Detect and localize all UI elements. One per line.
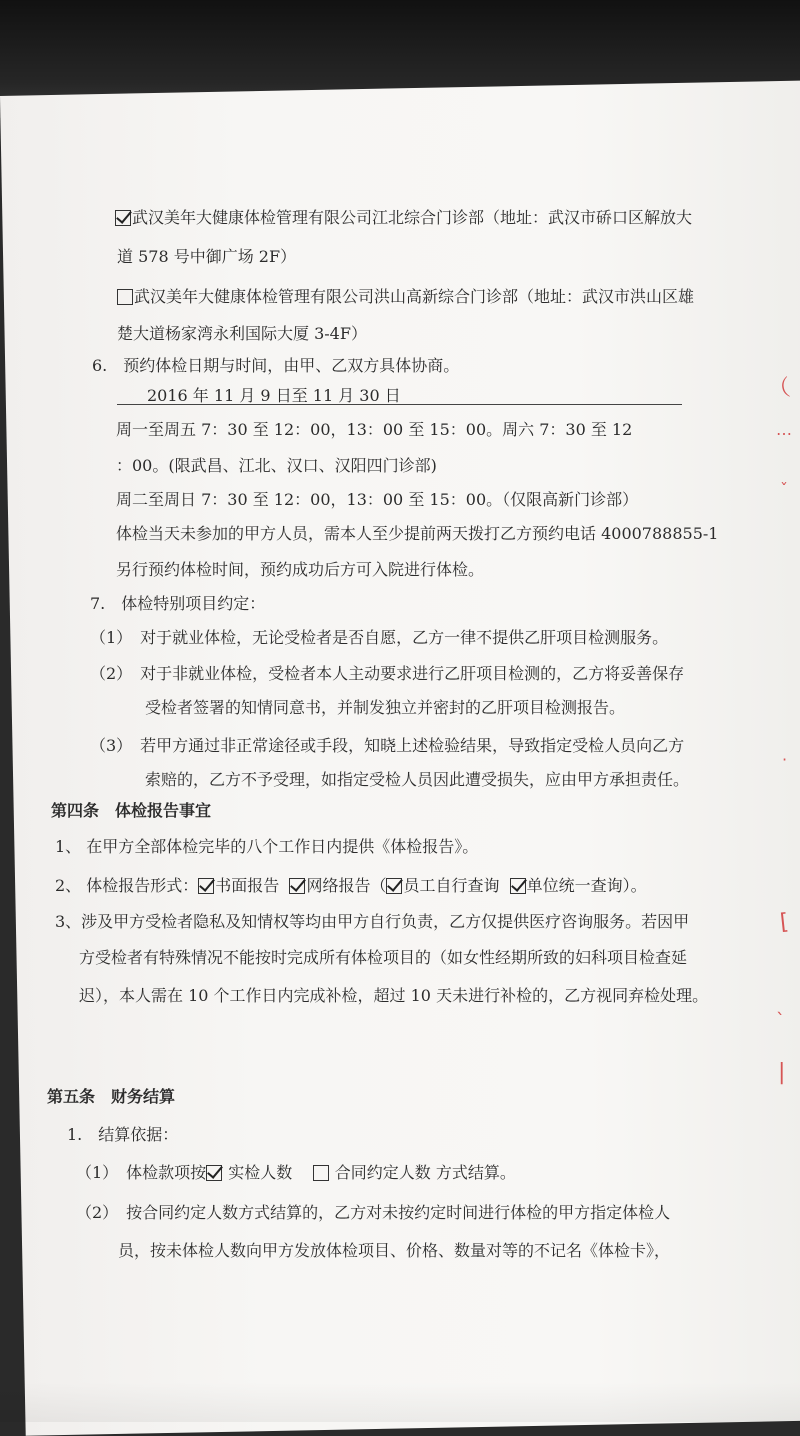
absent-notice-1: 体检当天未参加的甲方人员，需本人至少提前两天拨打乙方预约电话 4000788855-1 [116,524,719,543]
article-4-title: 第四条 体检报告事宜 [51,801,212,820]
article-4-item-3b: 方受检者有特殊情况不能按时完成所有体检项目的（如女性经期所致的妇科项目检查延 [79,948,688,967]
item-7: 7. 体检特别项目约定： [90,594,266,613]
underline-rule [117,404,682,405]
checkbox-checked-icon [510,878,526,894]
checkbox-checked-icon [115,210,131,226]
red-seal-mark: [ [778,909,790,936]
red-seal-mark: ˋ [776,1010,785,1031]
article-5-item-1-1: （1） 体检款项按 实检人数 合同约定人数 方式结算。 [76,1163,516,1182]
item-7-2b: 受检者签署的知情同意书，并制发独立并密封的乙肝项目检测报告。 [145,698,626,717]
absent-notice-2: 另行预约体检时间，预约成功后方可入院进行体检。 [116,560,485,579]
article-4-item-3a: 3、涉及甲方受检者隐私及知情权等均由甲方自行负责，乙方仅提供医疗咨询服务。若因甲 [55,912,690,931]
article-5-title: 第五条 财务结算 [47,1087,176,1106]
article-5-item-1-2b: 员，按未体检人数向甲方发放体检项目、价格、数量对等的不记名《体检卡》， [118,1241,671,1260]
red-seal-mark: （ [766,375,792,404]
red-seal-mark: … [776,420,792,439]
item-7-3b: 索赔的，乙方不予受理，如指定受检人员因此遭受损失，应由甲方承担责任。 [145,770,690,789]
article-4-item-3c: 迟），本人需在 10 个工作日内完成补检，超过 10 天未进行补检的，乙方视同弃检处理。 [79,986,709,1005]
checkbox-checked-icon [206,1165,222,1181]
checkbox-checked-icon [289,878,305,894]
article-4-item-1: 1、 在甲方全部体检完毕的八个工作日内提供《体检报告》。 [55,837,479,856]
time-weekday: 周一至周五 7：30 至 12：00，13：00 至 15：00。周六 7：30 至 12 [116,420,633,439]
clinic-jiangbei-line1: 武汉美年大健康体检管理有限公司江北综合门诊部（地址：武汉市硚口区解放大 [115,208,692,228]
red-seal-mark: | [778,1060,786,1085]
article-5-item-1: 1. 结算依据： [67,1125,179,1144]
checkbox-checked-icon [198,878,214,894]
article-4-item-2: 2、 体检报告形式： 书面报告 网络报告（ 员工自行查询 单位统一查询）。 [55,876,647,895]
document-page [0,80,800,1435]
checkbox-checked-icon [386,878,402,894]
time-weekday-cont: ：00。(限武昌、江北、汉口、汉阳四门诊部) [116,456,437,475]
checkbox-empty-icon [117,289,133,305]
checkbox-empty-icon [313,1165,329,1181]
time-gaoxin: 周二至周日 7：30 至 12：00，13：00 至 15：00。（仅限高新门诊部） [116,490,639,509]
item-6: 6. 预约体检日期与时间，由甲、乙双方具体协商。 [92,356,460,375]
item-7-1: （1） 对于就业体检，无论受检者是否自愿，乙方一律不提供乙肝项目检测服务。 [90,628,669,647]
red-seal-mark: ˇ [780,480,788,499]
item-7-2a: （2） 对于非就业体检，受检者本人主动要求进行乙肝项目检测的，乙方将妥善保存 [90,664,685,683]
date-range: 2016 年 11 月 9 日至 11 月 30 日 [147,386,401,405]
clinic-jiangbei-line2: 道 578 号中御广场 2F） [117,247,297,266]
clinic-hongshan-line2: 楚大道杨家湾永利国际大厦 3-4F） [117,324,367,343]
clinic-hongshan-line1: 武汉美年大健康体检管理有限公司洪山高新综合门诊部（地址：武汉市洪山区雄 [117,287,694,307]
red-seal-mark: · [782,750,788,769]
bottom-shadow [0,1382,800,1422]
item-7-3a: （3） 若甲方通过非正常途径或手段，知晓上述检验结果，导致指定受检人员向乙方 [90,736,685,755]
article-5-item-1-2a: （2） 按合同约定人数方式结算的，乙方对未按约定时间进行体检的甲方指定体检人 [76,1203,671,1222]
